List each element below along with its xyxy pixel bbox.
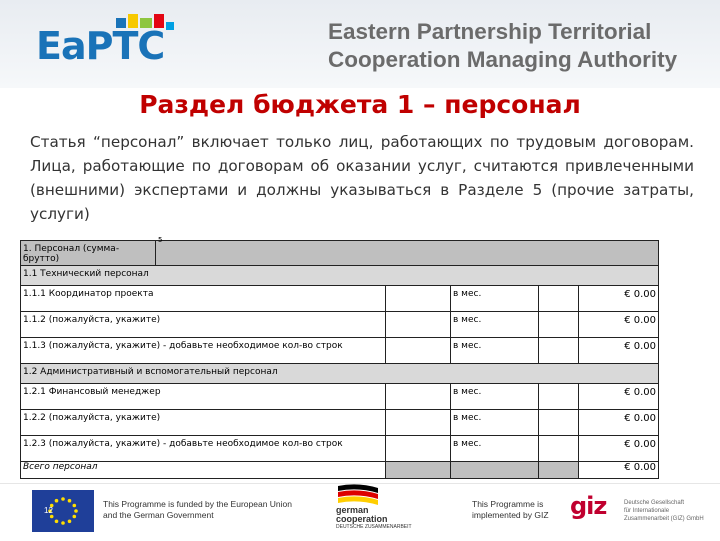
row-unit: в мес. [451, 286, 539, 312]
funded-line2: and the German Government [103, 510, 214, 520]
impl-line1: This Programme is [472, 499, 544, 509]
german-cooperation-logo [336, 506, 412, 531]
logo-text: EaPTC [36, 24, 165, 68]
row-unit: в мес. [451, 312, 539, 338]
row-unit: в мес. [451, 410, 539, 436]
org-name-line2: Cooperation Managing Authority [328, 47, 678, 72]
row-amount: € 0.00 [579, 410, 659, 436]
row-amount: € 0.00 [579, 338, 659, 364]
row-amount: € 0.00 [579, 312, 659, 338]
row-label: 1.2.3 (пожалуйста, укажите) - добавьте необходимое кол-во строк [21, 436, 386, 462]
row-unit: в мес. [451, 384, 539, 410]
intro-paragraph: Статья “персонал” включает только лиц, работающих по трудовым договорам. Лица, работающие по договорам об оказании услуг, считаются привлеченными (внешними) экспертами и должны указываться в Разделе 5 (прочие затраты, услуги) [30, 133, 694, 223]
row-qty-cell [539, 312, 579, 338]
giz-text [624, 499, 704, 523]
eaptc-logo [32, 14, 182, 76]
table-row [21, 436, 659, 462]
head-label [21, 241, 156, 266]
total-empty-cell [451, 462, 539, 479]
row-qty-cell [539, 436, 579, 462]
org-name-line1: Eastern Partnership Territorial [328, 19, 652, 44]
section-label: 1.1 Технический персонал [21, 266, 659, 286]
giz-line3: Zusammenarbeit (GIZ) GmbH [624, 516, 704, 522]
row-empty-cell [386, 410, 451, 436]
german-line2: cooperation [336, 514, 388, 524]
page-title: Раздел бюджета 1 – персонал [139, 90, 581, 119]
section-label: 1.2 Административный и вспомогательный персонал [21, 364, 659, 384]
funded-text [103, 499, 292, 521]
table-row [21, 384, 659, 410]
page-number: 12 [44, 506, 53, 515]
giz-line2: für Internationale [624, 508, 670, 514]
row-empty-cell [386, 384, 451, 410]
row-qty-cell [539, 384, 579, 410]
row-amount: € 0.00 [579, 384, 659, 410]
german-flag-icon [336, 484, 380, 506]
eu-flag-icon [32, 490, 94, 532]
table-row [21, 338, 659, 364]
total-label: Всего персонал [21, 462, 386, 479]
row-label: 1.1.1 Координатор проекта [21, 286, 386, 312]
table-row [21, 286, 659, 312]
table-row [21, 312, 659, 338]
row-empty-cell [386, 286, 451, 312]
row-unit: в мес. [451, 338, 539, 364]
row-empty-cell [386, 436, 451, 462]
giz-logo: giz [570, 492, 607, 520]
funded-line1: This Programme is funded by the European Union [103, 499, 292, 509]
table-row [21, 410, 659, 436]
row-qty-cell [539, 410, 579, 436]
section-row [21, 266, 659, 286]
row-label: 1.1.2 (пожалуйста, укажите) [21, 312, 386, 338]
row-label: 1.2.1 Финансовый менеджер [21, 384, 386, 410]
total-empty-cell [386, 462, 451, 479]
head-footnote: 5 [158, 236, 163, 244]
total-row [21, 462, 659, 479]
org-name [328, 18, 708, 74]
row-label: 1.2.2 (пожалуйста, укажите) [21, 410, 386, 436]
head-label-text: 1. Персонал (сумма-брутто) [23, 244, 120, 264]
row-label: 1.1.3 (пожалуйста, укажите) - добавьте необходимое кол-во строк [21, 338, 386, 364]
table-header-row [21, 241, 659, 266]
impl-line2: implemented by GIZ [472, 510, 549, 520]
row-empty-cell [386, 312, 451, 338]
german-line3: DEUTSCHE ZUSAMMENARBEIT [336, 524, 412, 530]
row-amount: € 0.00 [579, 436, 659, 462]
row-amount: € 0.00 [579, 286, 659, 312]
row-qty-cell [539, 286, 579, 312]
row-empty-cell [386, 338, 451, 364]
section-row [21, 364, 659, 384]
row-unit: в мес. [451, 436, 539, 462]
giz-line1: Deutsche Gesellschaft [624, 500, 685, 506]
row-qty-cell [539, 338, 579, 364]
total-empty-cell [539, 462, 579, 479]
head-rest [156, 236, 659, 266]
implemented-text [472, 499, 549, 521]
budget-table [20, 236, 659, 479]
total-amount: € 0.00 [579, 462, 659, 479]
german-line1: german [336, 505, 369, 515]
